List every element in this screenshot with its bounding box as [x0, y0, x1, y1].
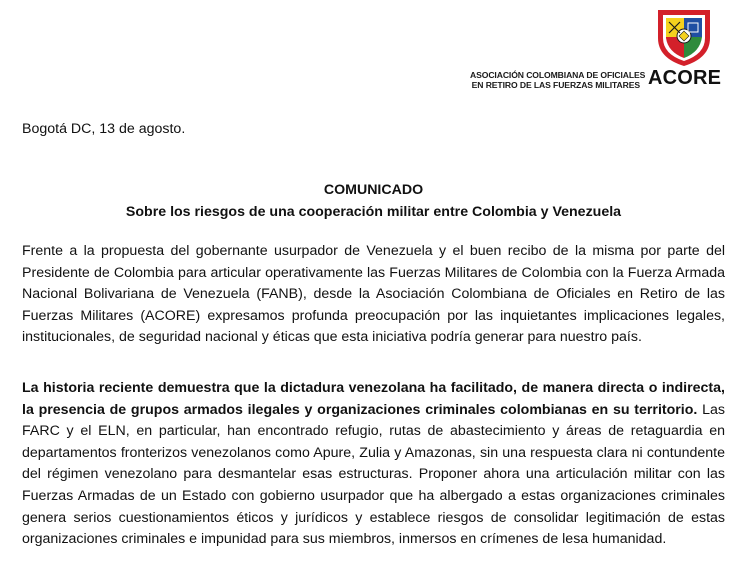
organization-name	[470, 70, 646, 90]
paragraph-1: Frente a la propuesta del gobernante usurpador de Venezuela y el buen recibo de la misma por parte del Presidente de Colombia para articular operativamente las Fuerzas Militares de Colombia con la Fuerza Armada Nacional Bolivariana de Venezuela (FANB), desde la Asociación Colombiana de Oficiales en Retiro de las Fuerzas Militares (ACORE) expresamos profunda preocupación por las inquietantes implicaciones legales, institucionales, de seguridad nacional y éticas que esta iniciativa podría generar para nuestro país.	[22, 243, 725, 346]
paragraph-2-bold-lead: La historia reciente demuestra que la dictadura venezolana ha facilitado, de manera directa o indirecta, la presencia de grupos armados ilegales y organizaciones criminales colombianas en su territorio.	[22, 380, 725, 418]
communique-heading	[20, 179, 727, 223]
letter-date: Bogotá DC, 13 de agosto.	[22, 121, 186, 137]
letterhead	[0, 0, 747, 100]
organization-name-line-2: EN RETIRO DE LAS FUERZAS MILITARES	[471, 80, 640, 90]
organization-acronym: ACORE	[648, 67, 722, 89]
acore-coat-of-arms-icon	[652, 4, 716, 68]
paragraph-2-body: Las FARC y el ELN, en particular, han encontrado refugio, rutas de abastecimiento y áreas de retaguardia en departamentos fronterizos venezolanos como Apure, Zulia y Amazonas, sin una respuesta clara ni contundente del régimen venezolano para desmantelar esas estructuras. Proponer ahora una articulación militar con las Fuerzas Armadas de un Estado con gobierno usurpador que ha albergado a estas organizaciones criminales genera serios cuestionamientos éticos y jurídicos y establece riesgos de consolidar legitimación de estas organizaciones criminales e impunidad para sus miembros, inmersos en crímenes de lesa humanidad.	[22, 401, 725, 548]
communique-subtitle: Sobre los riesgos de una cooperación militar entre Colombia y Venezuela	[125, 204, 622, 220]
organization-name-line-1: ASOCIACIÓN COLOMBIANA DE OFICIALES	[470, 70, 646, 80]
paragraph-2	[22, 378, 725, 551]
communique-title: COMUNICADO	[323, 182, 424, 198]
